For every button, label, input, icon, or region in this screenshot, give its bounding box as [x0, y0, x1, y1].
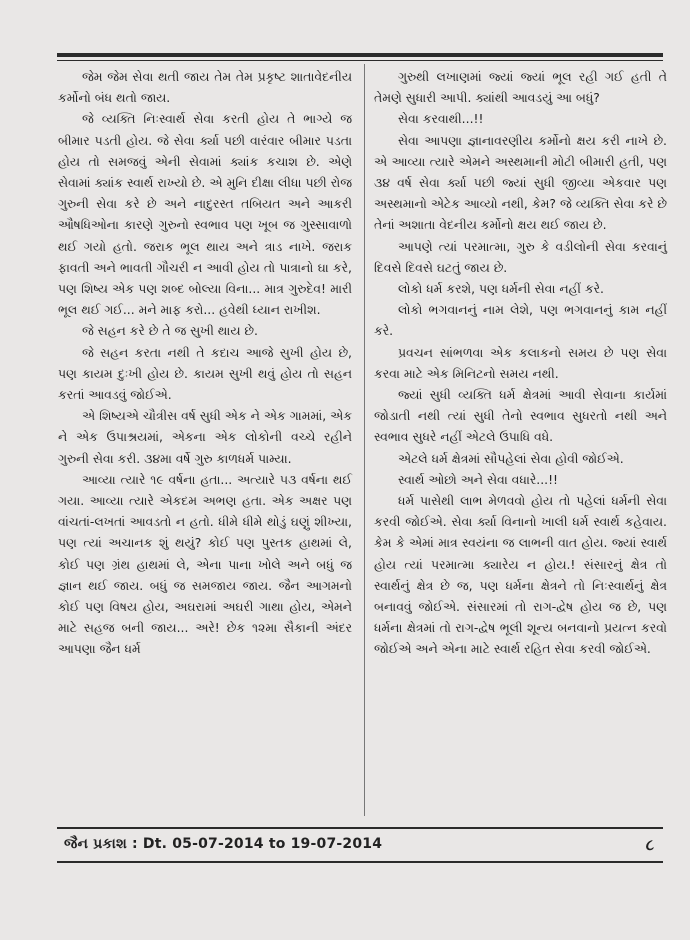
- paragraph: જે વ્યક્તિ નિઃસ્વાર્થ સેવા કરતી હોય તે ભાગ્યે જ બીમાર પડતી હોય. જે સેવા ર્ક્યા પછી વારંવાર બીમાર પડતા હોય તો સમજવું એની સેવામાં ક્યાંક કચાશ છે. એણે સેવામાં ક્યાંક સ્વાર્થ રાખ્યો છે. એ મુનિ દીક્ષા લીધા પછી રોજ ગુરુની સેવા કરે છે અને નાદુરસ્ત તબિયત અને આકરી ઔષધિઓના કારણે ગુરુનો સ્વભાવ પણ ખૂબ જ ગુસ્સાવાળો થઈ ગયો હતો. જરાક ભૂલ થાય અને ત્રાડ નાખે. જરાક ફાવતી અને ભાવતી ગૌચરી ન આવી હોય તો પાત્રાનો ઘા કરે, પણ શિષ્ય એક પણ શબ્દ બોલ્યા વિના... માત્ર ગુરુદેવ! મારી ભૂલ થઈ ગઈ... મને માફ કરો... હવેથી ધ્યાન રાખીશ.: [58, 111, 352, 318]
- paragraph: જે સહન કરતા નથી તે કદાચ આજે સુખી હોય છે, પણ કાયમ દુઃખી હોય છે. કાયમ સુખી થવું હોય તો સહન કરતાં આવડવું જોઈએ.: [58, 344, 352, 403]
- paragraph: આપણે ત્યાં પરમાત્મા, ગુરુ કે વડીલોની સેવા કરવાનું દિવસે દિવસે ઘટતું જાય છે.: [374, 238, 667, 275]
- header-rule-thin: [57, 60, 663, 61]
- paragraph: એટલે ધર્મ ક્ષેત્રમાં સૌપહેલાં સેવા હોવી જોઈએ.: [398, 450, 624, 466]
- page-number: ૮: [645, 836, 654, 854]
- footer-rule-top: [57, 827, 663, 829]
- paragraph: જ્યાં સુધી વ્યક્તિ ધર્મ ક્ષેત્રમાં આવી સેવાના કાર્યમાં જોડાતી નથી ત્યાં સુધી તેનો સ્વભાવ સુધરતો નથી અને સ્વભાવ સુધરે નહીં એટલે ઉપાધિ વધે.: [374, 387, 667, 445]
- paragraph: જેમ જેમ સેવા થતી જાય તેમ તેમ પ્રકૃષ્ટ શાતાવેદનીય કર્મોનો બંધ થતો જાય.: [58, 69, 352, 106]
- paragraph: સેવા આપણા જ્ઞાનાવરણીય કર્મોનો ક્ષય કરી નાખે છે. એ આવ્યા ત્યારે એમને અસ્થમાની મોટી બીમારી હતી, પણ ૩૪ વર્ષ સેવા ર્ક્યા પછી જ્યાં સુધી જીવ્યા એકવાર પણ અસ્થમાનો એટેક આવ્યો નથી, કેમ? જે વ્યક્તિ સેવા કરે છે તેનાં અશાતા વેદનીય કર્મોનો ક્ષય થઈ જાય છે.: [374, 132, 667, 233]
- right-text-column: [374, 66, 667, 660]
- left-text-column: [58, 66, 352, 660]
- header-rule-thick: [57, 53, 663, 57]
- paragraph: જે સહન કરે છે તે જ સુખી થાય છે.: [82, 323, 258, 339]
- paragraph: લોકો ધર્મ કરશે, પણ ધર્મની સેવા નહીં કરે.: [398, 281, 604, 297]
- paragraph: એ શિષ્યએ ચૌત્રીસ વર્ષ સુધી એક ને એક ગામમાં, એક ને એક ઉપાશ્રયમાં, એકના એક લોકોની વચ્ચે રહીને ગુરુની સેવા કરી. ૩૪મા વર્ષે ગુરુ કાળધર્મ પામ્યા.: [58, 408, 352, 466]
- footer-rule-bottom: [57, 861, 663, 863]
- paragraph: પ્રવચન સાંભળવા એક કલાકનો સમય છે પણ સેવા કરવા માટે એક મિનિટનો સમય નથી.: [374, 344, 667, 381]
- paragraph: ગુરુથી લખાણમાં જ્યાં જ્યાં ભૂલ રહી ગઈ હતી તે તેમણે સુધારી આપી. ક્યાંથી આવડયું આ બધું?: [374, 69, 667, 106]
- paragraph: આવ્યા ત્યારે ૧૯ વર્ષના હતા... અત્યારે ૫૩ વર્ષના થઈ ગયા. આવ્યા ત્યારે એકદમ અભણ હતા. એક અક્ષર પણ વાંચતાં-લખતાં આવડતો ન હતો. ધીમે ધીમે થોડું ઘણું શીખ્યા, પણ ત્યાં અચાનક શું થયું? કોઈ પણ પુસ્તક હાથમાં લે, કોઈ પણ ગ્રંથ હાથમાં લે, એના પાના ખોલે અને બધું જ જ્ઞાન થઈ જાય. બધું જ સમજાય જાય. જૈન આગમનો કોઈ પણ વિષય હોય, અઘરામાં અઘરી ગાથા હોય, એમને માટે સહજ બની જાય... અરે! છેક ૧૨મા સૈકાની અંદર આપણા જૈન ધર્મ: [58, 471, 352, 657]
- footer-publication-date: જૈન પ્રકાશ : Dt. 05-07-2014 to 19-07-2014: [64, 836, 383, 852]
- paragraph: સેવા કરવાથી...!!: [398, 111, 484, 127]
- paragraph: સ્વાર્થ ઓછો અને સેવા વધારે...!!: [398, 471, 559, 487]
- paragraph: ધર્મ પાસેથી લાભ મેળવવો હોય તો પહેલાં ધર્મની સેવા કરવી જોઈએ. સેવા ર્ક્યા વિનાનો ખાલી ધર્મ સ્વાર્થ કહેવાય. કેમ કે એમાં માત્ર સ્વયંના જ લાભની વાત હોય. જ્યાં સ્વાર્થ હોય ત્યાં પરમાત્મા ક્યારેય ન હોય.! સંસારનું ક્ષેત્ર તો સ્વાર્થનું ક્ષેત્ર છે જ, પણ ધર્મના ક્ષેત્રને તો નિઃસ્વાર્થનું ક્ષેત્ર બનાવવું જોઈએ. સંસારમાં તો રાગ-દ્વેષ હોય જ છે, પણ ધર્મના ક્ષેત્રમાં તો રાગ-દ્વેષ ભૂલી શૂન્ય બનવાનો પ્રયત્ન કરવો જોઈએ અને એના માટે સ્વાર્થ રહિત સેવા કરવી જોઈએ.: [374, 493, 667, 657]
- column-divider: [364, 64, 365, 816]
- paragraph: લોકો ભગવાનનું નામ લેશે, પણ ભગવાનનું કામ નહીં કરે.: [374, 302, 667, 339]
